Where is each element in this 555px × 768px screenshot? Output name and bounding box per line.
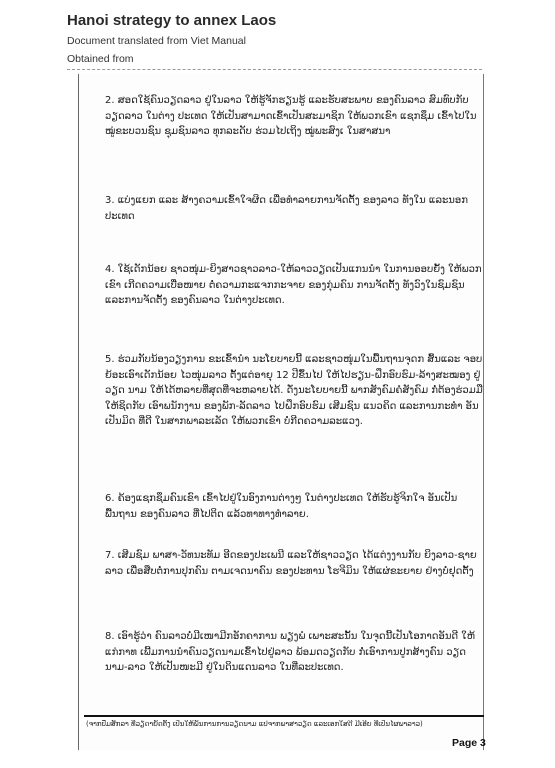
source-line: Obtained from	[67, 53, 134, 65]
document-title: Hanoi strategy to annex Laos	[67, 12, 277, 29]
paragraph-5: 5. ຮ່ວມກັບນ້ອງວຽງການ ຂະເຂົ້ານຳ ນະໂຍບາຍນີ້ ແລະຊາວໜຸ່ມໃນພື້ນຖານຈຸດກ ສົ້ນແລະ ຈອບຍ້ອະເອົາເດັກນ້ອຍ ໄວໜຸ່ມລາວ ຕັ້ງແຕ່ອາຍຸ 12 ປີຂຶ້ນໄປ ໃຫ້ໄປຮຽນ-ຝຶກອົບຮົມ-ລ້າງສະໝອງ ຢູ່ວຽດ ນາມ ໃຫ້ໄດ້ຫລາຍທີ່ສຸດທີ່ຈະຫລາຍໄດ້. ດັ່ງນະໂຍບາຍນີ້ ພາກສັງຄົມຄໍສັງຄົມ ກໍ່ຕ້ອງຮ່ວມມືໃຫ້ຊິດກັບ ເອົາພນັກງານ ຂອງພັກ-ລັດລາວ ໄປຝຶກອົບຮົມ ເສີມຊົນ ແນວຄິດ ແລະການກະທຳ ອັນເປັນມິດ ທີ່ດີ ໃນສາກພາລະເລັດ ໃຫ້ພວກເຂົາ ບໍ່ກີດຄວາມລະແວງ.	[105, 354, 483, 427]
footnote: (ຈາກປຶ້ມສັກລາ ທີ່ວຽດາຍັດຕັ້ງ ເປັນໃຫ້ພັນການການວຽດນາມ ແປຈາກພາສາວຽດ ແລະເອກໃສດີ ມີເອີຍ ທີ່ເປັນໄຜພາລາວ)	[86, 720, 423, 728]
paragraph-2: 2. ສອດໃຊ້ຄົນວຽດລາວ ຢູ່ໃນລາວ ໃຫ້ຮູ້ຈັກຮຽນຮູ້ ແລະຮັບສະພາບ ຂອງຄົນລາວ ສົມທົບກັບວຽດລາວ ໃນຕ່າງ ປະເທດ ໃຫ້ເປັນສາມາດເຂົ້າເປັນສະມາຊິກ ໃຫ້ພວກເຂົາ ແຊກຊຶມ ເຂົ້າໄປໃນໝູ່ຂະບວນຊົນ ຊຸມຊົນລາວ ທຸກລະດັບ ຮ່ວມໄປເຖິງ ໝູ່ພະສົງເ ໃນສາສນາ	[105, 95, 477, 137]
footer-divider	[84, 715, 484, 717]
paragraph-4: 4. ໃຊ້ເດັກນ້ອຍ ຊາວໜຸ່ມ-ຍິງສາວຊາວລາວ-ໃຫ້ລາວວຽດເປັນແກນນຳ ໃນການອອບຍັ້ງ ໃຫ້ພວກເຂົາ ເກີດຄວາມເບື່ອໜາຍ ຕໍ່ຄວາມກະແຈກກະຈາຍ ຂອງກຸ່ມຄົນ ການຈັດຕັ້ງ ທັງວົງໃນຊົມຊົນ ແລະການຈັດຕັ້ງ ຂອງຄົນລາວ ໃນຕ່າງປະເທດ.	[105, 264, 482, 306]
paragraph-3: 3. ແບ່ງແຍກ ແລະ ສ້າງຄວາມເຂົ້າໃຈຜິດ ເພື່ອທຳລາຍການຈັດຕັ້ງ ຂອງລາວ ທັງໃນ ແລະນອກປະເທດ	[105, 195, 468, 222]
paragraph-8: 8. ເອົາຮູ້ວ່າ ຄົນລາວບໍ່ມີເໜາມີກອັກຄາການ ພຽງພໍ ເພາະສະນັ້ນ ໃນຈຸດນີ້ເປັນໂອກາດອັນດີ ໃຫ້ແກ່ກາທ ເພີ້ມການນຳຄົນວຽດນາມເຂົ້າໄປຢູ່ລາວ ພ້ອມດວຽດກັບ ກໍ່ເອົາການປູກສ້າງຄົນ ວຽດນາມ-ລາວ ໃຫ້ເປັນໜະມີ ຢູ່ໃນດິນແດນລາວ ໃນທີ່ລະປະເທດ.	[105, 631, 475, 673]
document-subtitle: Document translated from Viet Manual	[67, 35, 246, 47]
paragraph-6: 6. ຄ້ອງແຊກຊຶມຄົນເຂົາ ເຂົ້າໄປຢູ່ໃນອົງການຕ່າງໆ ໃນຕ່າງປະເທດ ໃຫ້ຮັບຮູ້ຈິກໃຈ ອັນເປັນພື້ນຖານ ຂອງຄົນລາວ ທີ່ໄປຕິດ ແລ້ວທາທາງທຳລາຍ.	[105, 493, 458, 520]
header-divider	[67, 69, 482, 70]
page-number: Page 3	[452, 737, 486, 749]
paragraph-7: 7. ເສີມຊົມ ພາສາ-ວັທນະທັມ ອີດຂອງປະເພນີ ແລະໃຫ້ຊາວວຽດ ໄດ້ແຕ່ງງານກັບ ຍິງລາວ-ຊາຍລາວ ເພື່ອສືບຕໍ່ການປຸກຄົນ ຕາມເຈດນາຄົນ ຂອງປະທານ ໂຮຈີມິນ ໃຫ້ແຜ່ຂະຍາຍ ຢ່າງບໍ່ຢຸດຕັ້ງ	[105, 550, 477, 577]
document-header	[67, 12, 487, 65]
